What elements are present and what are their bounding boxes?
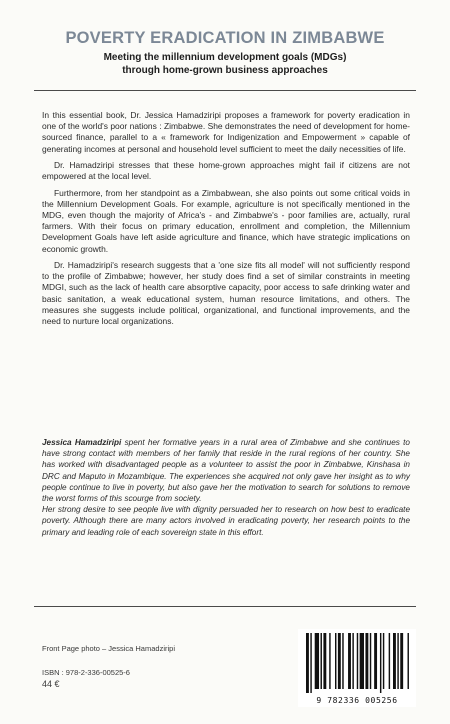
barcode-bar [306,633,309,693]
barcode [298,629,416,707]
subtitle-line-1: Meeting the millennium development goals (MDGs) [103,52,347,63]
barcode-bar [315,633,319,689]
barcode-bar [383,633,384,689]
top-divider [34,90,416,91]
barcode-bar [323,633,326,689]
author-name: Jessica Hamadziripi [42,438,122,447]
blurb-paragraph-3: Furthermore, from her standpoint as a Zimbabwean, she also points out some critical voids in the Millennium Development Goals. For example, agriculture is not specifically mentioned in the MDG, even though the majority of Africa's - and Zimbabwe's - poor families are, actually, rural farmers. With their focus on primary education, enrollment and completion, the Millennium Development Goals have left aside agriculture and finance, which have strategic implications on economic growth. [42,187,410,254]
subtitle-line-2: through home-grown business approaches [122,64,328,76]
barcode-bar [400,633,403,689]
barcode-bar [370,633,371,689]
barcode-bar [335,633,336,689]
barcode-bar [389,633,390,689]
barcode-digits: 9 782336 005256 [316,696,398,705]
blurb-text [42,110,410,332]
barcode-bar [352,633,353,689]
barcode-bar [360,633,364,689]
barcode-bar [365,633,368,689]
barcode-bar [393,633,396,689]
barcode-bar [374,633,377,689]
blurb-paragraph-1: In this essential book, Dr. Jessica Hamadziripi proposes a framework for poverty eradication in one of the world's poor nations : Zimbabwe. She demonstrates the need of development for home-sourced finance, parallel to a « framework for Indigenization and Empowerment » capable of generating incomes at personal and household level sufficient to meet the daily necessities of life. [42,110,410,154]
barcode-bar [321,633,322,689]
bio-paragraph-1 [42,437,410,504]
bottom-divider [34,606,416,607]
book-title: POVERTY ERADICATION IN ZIMBABWE [65,29,385,47]
photo-credit: Front Page photo – Jessica Hamadziripi [42,644,175,653]
isbn: ISBN : 978-2-336-00525-6 [42,668,130,677]
blurb-paragraph-2: Dr. Hamadziripi stresses that these home-grown approaches might fail if citizens are not empowered at the local level. [42,160,410,182]
barcode-bar [397,633,398,689]
footer-info [42,643,175,690]
barcode-bar [310,633,311,693]
barcode-bar [338,633,341,689]
barcode-bar [357,633,358,689]
barcode-bar [348,633,351,689]
bio-paragraph-2: Her strong desire to see people live with dignity persuaded her to research on how best to eradicate poverty. Although there are many actors involved in eradicating poverty, her research points to the primary and leading role of each sovereign state in this effort. [42,505,410,537]
barcode-bars [298,629,416,695]
price: 44 € [42,679,60,689]
barcode-bar [408,633,409,689]
bio-paragraph-1-text: spent her formative years in a rural area of Zimbabwe and she continues to have strong contact with members of her family that reside in the rural regions of her country. She has worked with disadvantaged people as a volunteer to assist the poor in Zimbabwe, Kinshasa in DRC and Maputo in Mozambique. The experiences she acquired not only gave her insight as to why people continue to live in poverty, but also gave her the motivation to search for solutions to remove the worst forms of this scourge from society. [42,438,410,504]
blurb-paragraph-4: Dr. Hamadziripi's research suggests that a 'one size fits all model' will not sufficiently respond to the profile of Zimbabwe; however, her study does find a set of similar constraints in meeting MDGI, such as the lack of health care absorptive capacity, poor access to safe drinking water and basic sanitation, a weak educational system, human resource limitations, and others. The measures she suggests include political, organizational, and functional improvements, and the need to nurture local organizations. [42,260,410,327]
book-subtitle [40,52,410,77]
barcode-bar [329,633,330,689]
author-bio [42,437,410,538]
barcode-bar [380,633,381,693]
barcode-bar [342,633,343,689]
